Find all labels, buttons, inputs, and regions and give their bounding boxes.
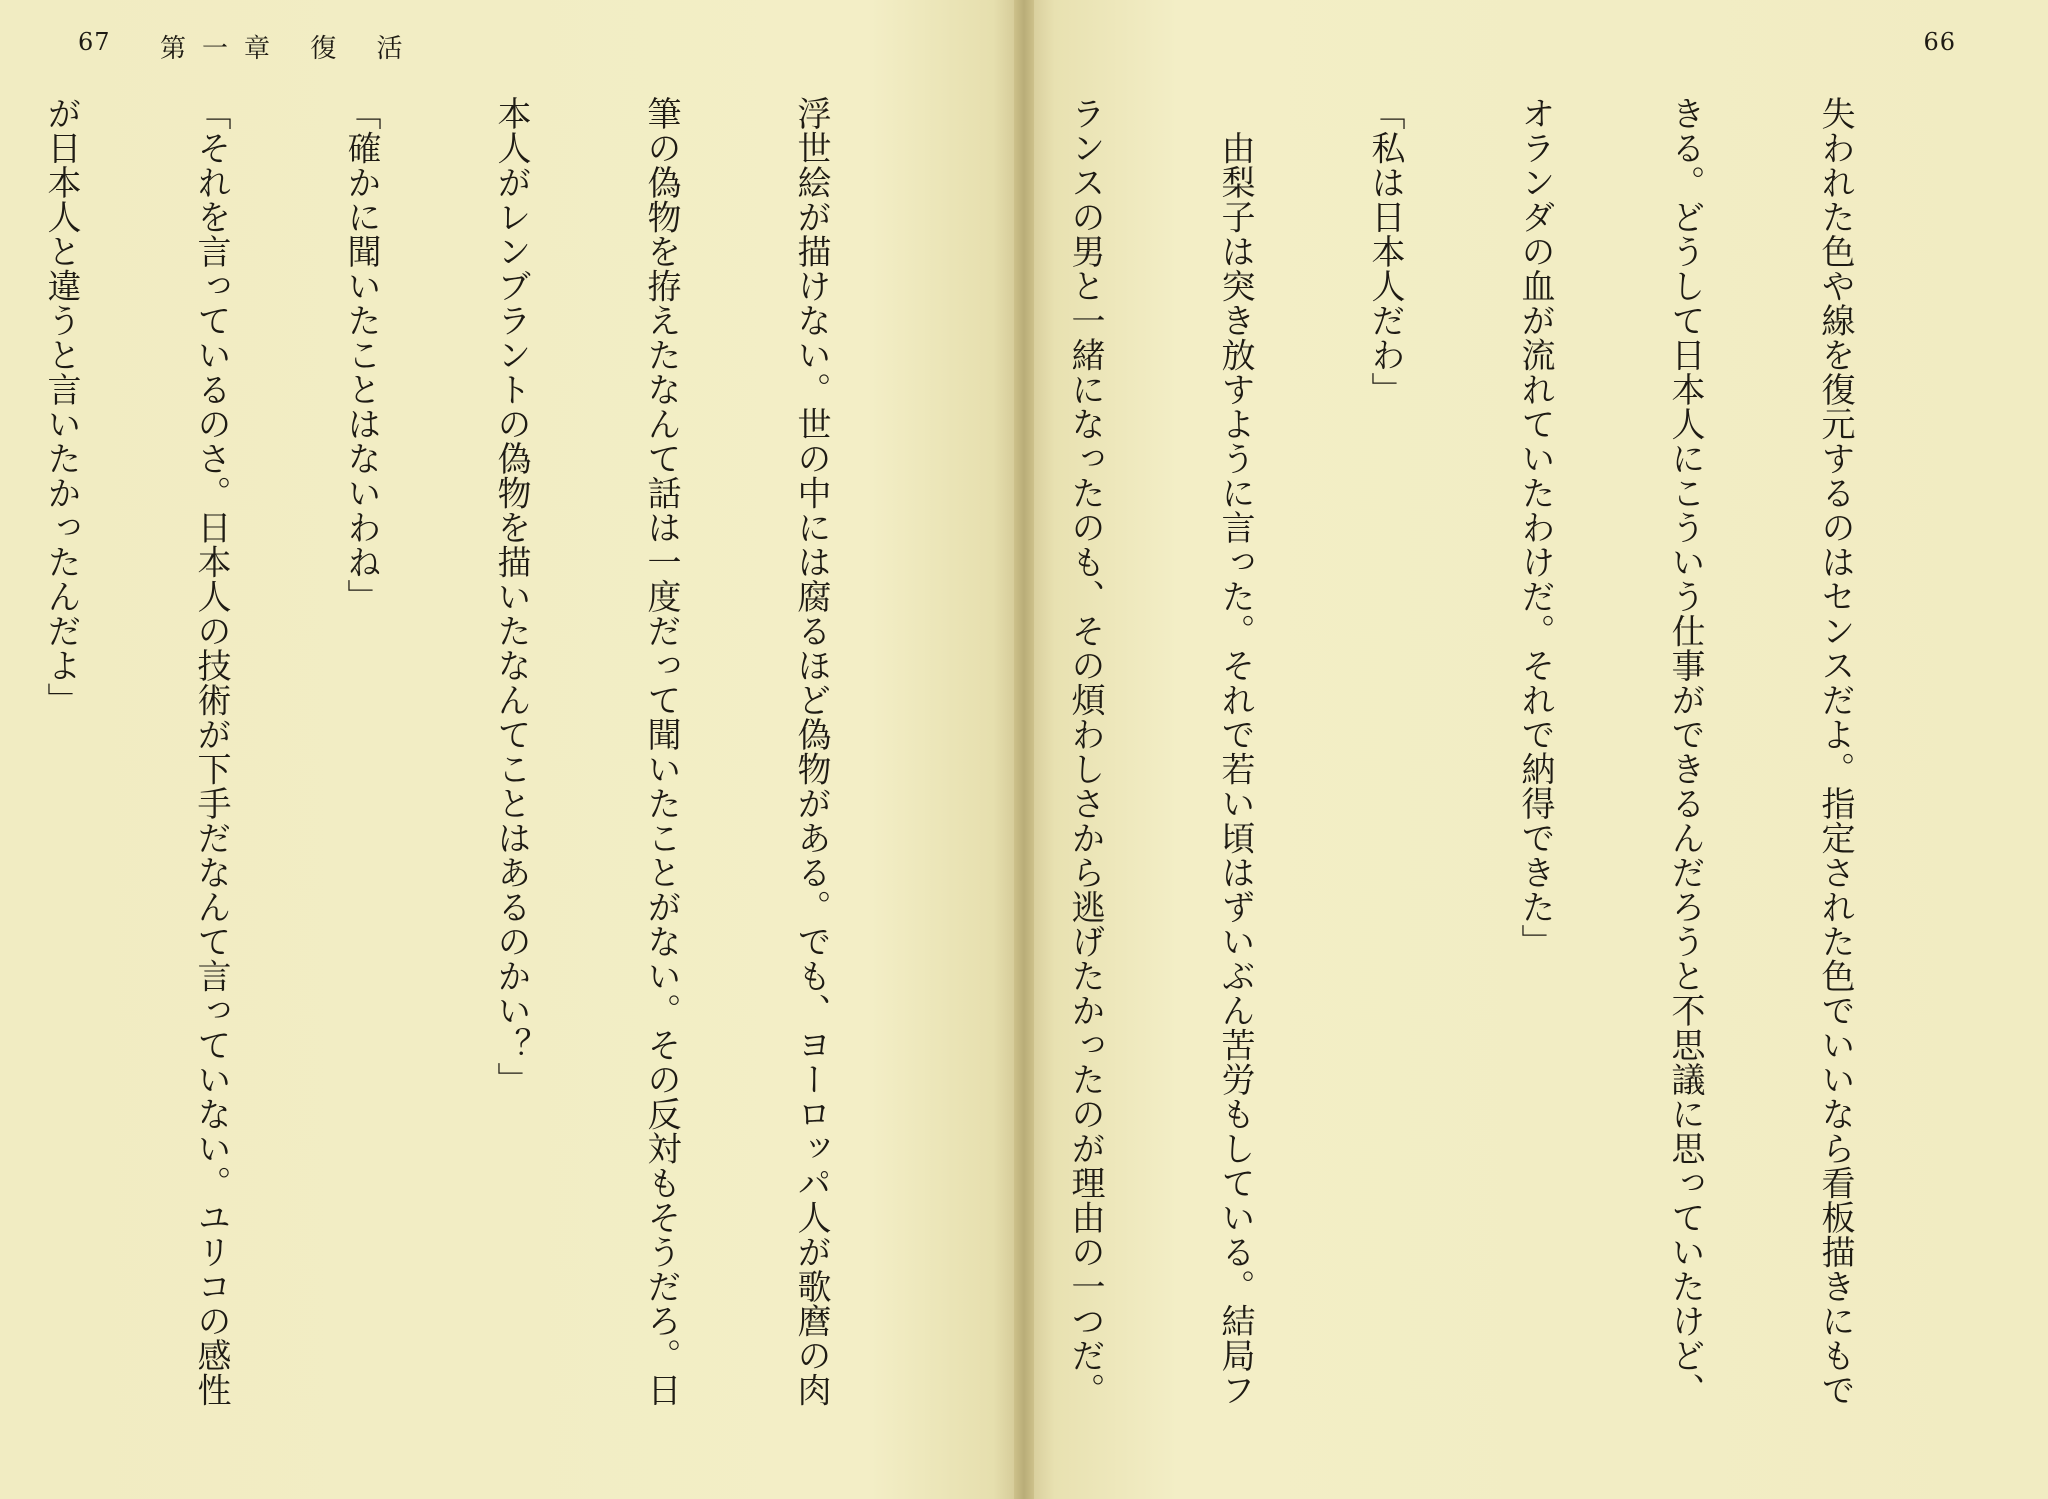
text-line: 浮世絵が描けない。世の中には腐るほど偽物がある。でも、ヨーロッパ人が歌麿の肉 bbox=[791, 96, 831, 1407]
text-line: きる。どうして日本人にこういう仕事ができるんだろうと不思議に思っていたけど、 bbox=[1665, 96, 1705, 1407]
text-line: 由梨子は突き放すように言った。それで若い頃はずいぶん苦労もしている。結局フ bbox=[1215, 96, 1255, 1407]
left-page-text bbox=[41, 96, 936, 1476]
text-line: 本人がレンブラントの偽物を描いたなんてことはあるのかい？」 bbox=[491, 96, 531, 1097]
text-line: 「それを言っているのさ。日本人の技術が下手だなんて言っていない。ユリコの感性 bbox=[191, 96, 231, 1407]
text-line: 「確かに聞いたことはないわね」 bbox=[341, 96, 381, 614]
right-page bbox=[1024, 0, 2048, 1499]
text-line: ランスの男と一緒になったのも、その煩わしさから逃げたかったのが理由の一つだ。 bbox=[1065, 96, 1105, 1407]
right-page-text bbox=[1065, 96, 1960, 1476]
text-line: 「私は日本人だわ」 bbox=[1365, 96, 1405, 407]
text-line: オランダの血が流れていたわけだ。それで納得できた」 bbox=[1515, 96, 1555, 959]
text-line: が日本人と違うと言いたかったんだよ」 bbox=[41, 96, 81, 717]
page-number-right: 66 bbox=[1923, 28, 1956, 56]
book-gutter bbox=[1014, 0, 1034, 1499]
text-line: 失われた色や線を復元するのはセンスだよ。指定された色でいいなら看板描きにもで bbox=[1815, 96, 1855, 1407]
page-number-left: 67 bbox=[78, 28, 111, 56]
text-line: 筆の偽物を拵えたなんて話は一度だって聞いたことがない。その反対もそうだろ。日 bbox=[641, 96, 681, 1407]
running-head: 第一章 復 活 bbox=[160, 34, 419, 64]
